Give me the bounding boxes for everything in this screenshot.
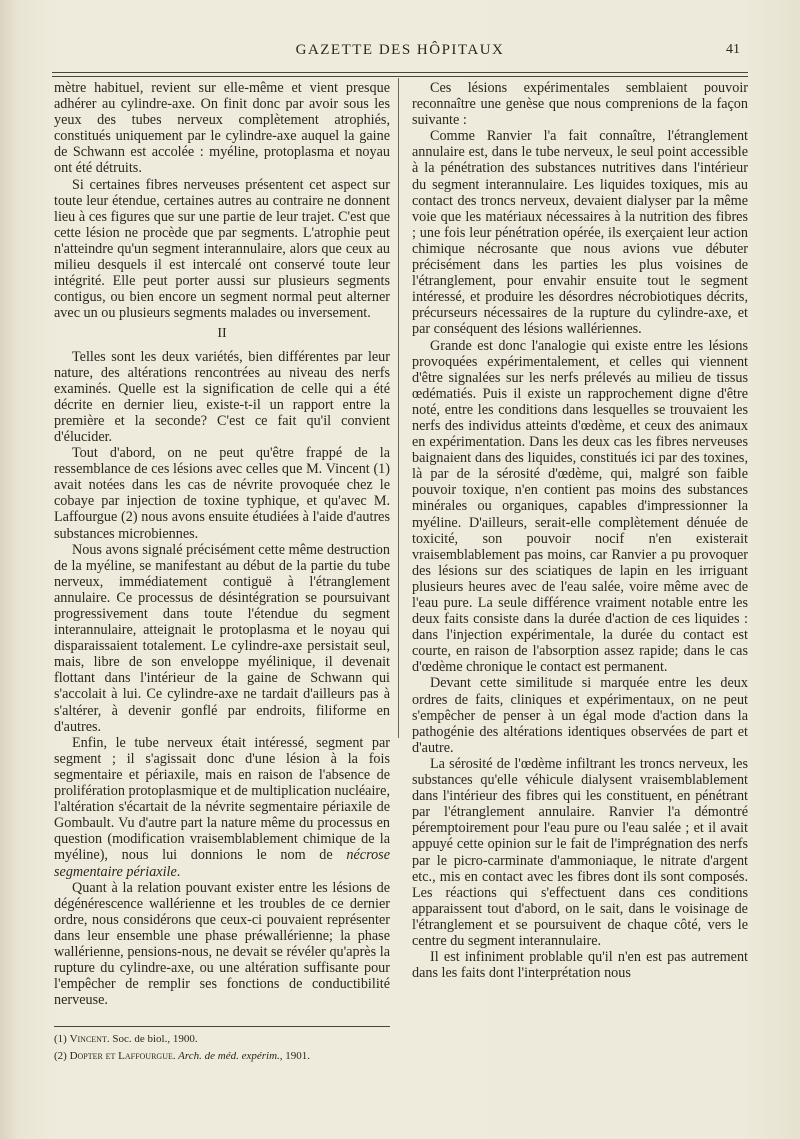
page-number: 41 xyxy=(726,42,740,57)
header-rule-top xyxy=(52,72,748,73)
paragraph: Ces lésions expérimentales semblaient pouvoir reconnaître une genèse que nous comprenions de la façon suivante : xyxy=(412,80,748,129)
paragraph xyxy=(54,735,390,880)
paragraph-end: . xyxy=(176,863,181,880)
paragraph-text: Enfin, le tube nerveux était intéressé, segment par segment ; il s'agissait donc d'une lésion à la fois segmentaire et périaxile, mais en raison de l'absence de prolifération protoplasmique et de multiplication nucléaire, l'altération s'écartait de la névrite segmentaire périaxile de Gombault. Vu d'autre part la nature même du processus en question (modification vraisemblablement chimique de la myéline), nous lui donnions le nom de xyxy=(54,734,390,864)
footnote-number: (2) xyxy=(54,1050,70,1063)
footnote-journal: Arch. de méd. expérim. xyxy=(175,1050,280,1063)
paragraph: Il est infiniment problable qu'il n'en est pas autrement dans les faits dont l'interprétation nous xyxy=(412,949,748,982)
footnote-number: (1) xyxy=(54,1033,70,1046)
paragraph: Comme Ranvier l'a fait connaître, l'étranglement annulaire est, dans le tube nerveux, le seul point accessible à la pénétration des substances nutritives dans l'intérieur du segment interannulaire. Les liquides toxiques, mis au contact des troncs nerveux, devaient dialyser par la même voie que les matériaux nécessaires à la nutrition des fibres ; une fois leur pénétration opérée, ils exerçaient leur action chimique nécrosante que nous avions vue débuter précisément dans les parties les plus voisines de l'étranglement, pour envahir ensuite tout le segment intéressé, et produire les désordres nécrobiotiques décrits, précurseurs nécessaires de la rupture du cylindre-axe, et par conséquent des lésions wallériennes. xyxy=(412,128,748,338)
page-header xyxy=(60,42,740,62)
footnotes xyxy=(54,1026,390,1065)
footnote-author: Vincent. xyxy=(69,1033,110,1046)
footnote-2 xyxy=(54,1048,390,1065)
paragraph: Quant à la relation pouvant exister entre les lésions de dégénérescence wallérienne et les troubles de ce dernier ordre, nous considérons que ceux-ci pouvaient représenter dans leur ensemble une phase préwallérienne; la phase wallérienne, pensions-nous, ne devait se révéler qu'après la rupture du cylindre-axe, ou une altération suffisante pour l'empêcher de remplir ses fonctions de conductibilité nerveuse. xyxy=(54,879,390,1009)
paragraph: Nous avons signalé précisément cette même destruction de la myéline, se manifestant au début de la partie du tube nerveux, immédiatement contiguë à l'étranglement annulaire. Ce processus de désintégration se poursuivant progressivement dans toute l'étendue du segment interannulaire, atteignait le protoplasma et le noyau qui disparaissaient totalement. Le cylindre-axe persistait seul, mais, libre de son enveloppe myélinique, il devenait flottant dans l'intérieur de la gaine de Schwann qui s'accolait à lui. Ce cylindre-axe ne tardait d'ailleurs pas à s'altérer, à devenir gonflé par endroits, filiforme en d'autres. xyxy=(54,541,390,735)
left-column xyxy=(54,80,390,1065)
paragraph: Grande est donc l'analogie qui existe entre les lésions provoquées expérimentalement, et celles qui viennent d'être signalées sur les nerfs prélevés au milieu de tissus œdématiés. Puis il existe un rapprochement digne d'être noté, entre les conditions dans lesquelles se trouvaient les nerfs des individus atteints d'œdème, et ceux des animaux en expérimentation. Dans les deux cas les fibres nerveuses baignaient dans des liquides, constitués ici par des toxines, là par de la sérosité d'œdème, qui, malgré son faible pouvoir toxique, n'en contient pas moins des substances minérales ou organiques, capables d'impressionner la myéline. D'ailleurs, serait-elle complètement dénuée de toxicité, son pouvoir nocif n'en existerait vraisemblablement pas moins, car Ranvier a pu provoquer des lésions sur des sciatiques de lapin en les irriguant plusieurs heures avec de l'eau salée, voire même avec de l'eau pure. La seule différence vraiment notable entre les deux faits consiste dans la durée d'action de ces liquides : dans l'injection expérimentale, la durée du contact est courte, en raison de l'absorption assez rapide; dans le cas d'œdème chronique le contact est permanent. xyxy=(412,337,748,676)
footnote-author: Dopter et Laffourgue. xyxy=(69,1050,176,1063)
paragraph: mètre habituel, revient sur elle-même et vient presque adhérer au cylindre-axe. On finit donc par avoir sous les yeux des tubes nerveux complètement atrophiés, constitués uniquement par le cylindre-axe auquel la gaine de Schwann est accolée : myéline, protoplasma et noyau ont été détruits. xyxy=(54,80,390,177)
paragraph: Tout d'abord, on ne peut qu'être frappé de la ressemblance de ces lésions avec celles que M. Vincent (1) avait notées dans les cas de névrite provoquée chez le cobaye par injection de toxine typhique, et qu'avec M. Laffourgue (2) nous avons ensuite étudiées à l'aide d'autres substances microbiennes. xyxy=(54,445,390,542)
running-title: GAZETTE DES HÔPITAUX xyxy=(295,42,505,58)
footnote-text: Soc. de biol., 1900. xyxy=(109,1033,198,1046)
footnote-year: , 1901. xyxy=(279,1050,311,1063)
paragraph: La sérosité de l'œdème infiltrant les troncs nerveux, les substances qu'elle véhicule dialysent vraisemblablement dans l'intérieur des fibres qui les constituent, en pénétrant par l'étranglement annulaire. Ranvier l'a démontré péremptoirement pour l'eau pure ou l'eau salée ; et il avait appuyé cette opinion sur le fait de l'imprégnation des nerfs par le picro-carminate d'ammoniaque, le nitrate d'argent etc., mis en contact avec les fibres dont ils sont composés. Les réactions qui s'effectuent dans ces conditions apparaissent tout d'abord, on le sait, dans le voisinage de l'étranglement et se poursuivent de chaque côté, vers le centre du segment interannulaire. xyxy=(412,755,748,949)
header-rule-bottom xyxy=(52,76,748,77)
section-number: II xyxy=(217,326,227,342)
paragraph: Devant cette similitude si marquée entre les deux ordres de faits, cliniques et expérimentaux, on ne peut s'empêcher de penser à un égal mode d'action dans la pathogénie des altérations identiques observées de part et d'autre. xyxy=(412,675,748,756)
column-divider xyxy=(398,78,399,738)
paragraph: Si certaines fibres nerveuses présentent cet aspect sur toute leur étendue, certaines autres au contraire ne donnent lieu à ces figures que sur une partie de leur trajet. C'est que cette lésion ne procède que par segments. L'atrophie peut n'atteindre qu'un segment interannulaire, alors que ceux au milieu desquels il est intercalé ont conservé toute leur intégrité. Elle peut porter aussi sur plusieurs segments contigus, ou bien encore un segment normal peut alterner avec un ou plusieurs segments malades ou inversement. xyxy=(54,176,390,322)
italic-term: nécrose segmentaire périaxile xyxy=(54,847,390,880)
right-column xyxy=(412,80,748,981)
footnote-1 xyxy=(54,1031,390,1048)
paragraph: Telles sont les deux variétés, bien différentes par leur nature, des altérations rencontrées au niveau des nerfs examinés. Quelle est la signification de celle qui a été décrite en dernier lieu, existe-t-il un rapport entre la première et la seconde? C'est ce fait qu'il convient d'élucider. xyxy=(54,348,390,445)
